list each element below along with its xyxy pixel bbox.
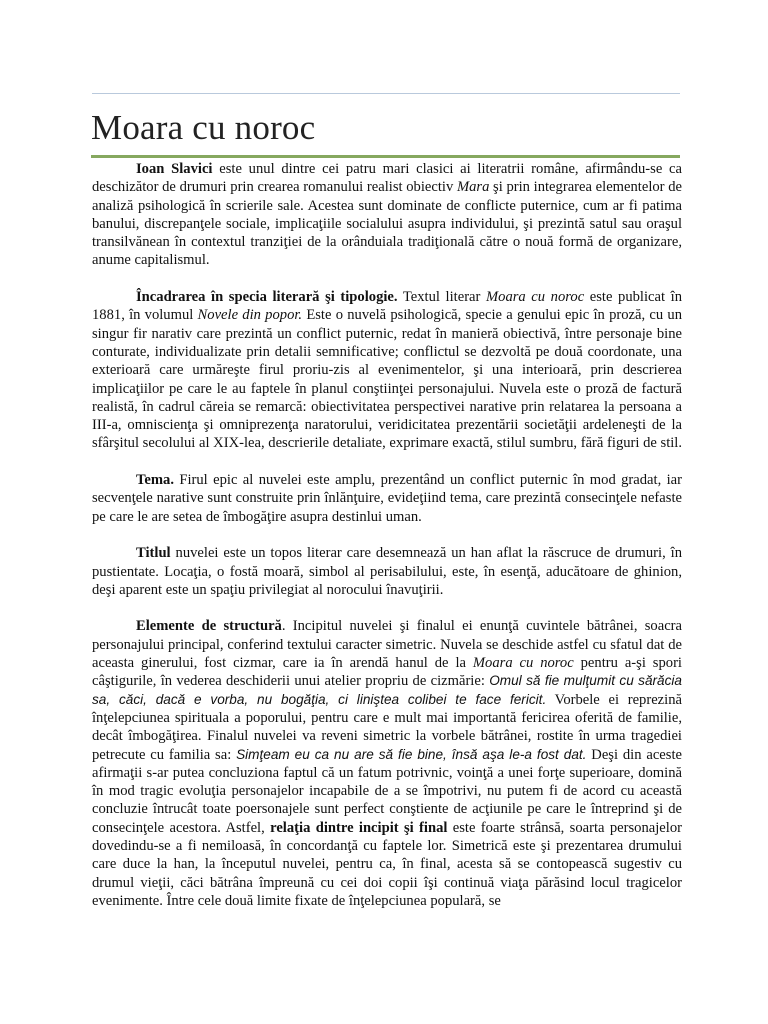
structure-paragraph-run-8: relaţia dintre incipit şi final xyxy=(270,819,448,836)
structure-paragraph-run-1: . Incipitul nuvelei şi finalul ei enunţă cuvintele bătrânei, soacra personajului principal, conferind textului caracter simetric. Nuvela se deschide astfel cu sfatul dat de aceasta ginerului, fost cizmar, care ia în arendă hanul de la xyxy=(92,618,683,672)
structure-paragraph-run-6: Simţeam eu ca nu are să fie bine, însă aşa le-a fost dat. xyxy=(236,746,587,762)
title-underline xyxy=(91,155,680,158)
intro-paragraph xyxy=(92,160,682,270)
structure-paragraph-run-2: Moara cu noroc xyxy=(472,655,574,672)
title-paragraph-run-0: Titlul xyxy=(136,545,171,562)
theme-paragraph xyxy=(92,471,682,526)
title-paragraph xyxy=(92,544,682,599)
document-title: Moara cu noroc xyxy=(91,108,316,147)
species-paragraph xyxy=(92,288,682,453)
species-paragraph-run-2: Moara cu noroc xyxy=(485,289,585,306)
structure-paragraph xyxy=(92,617,682,910)
structure-paragraph-run-3: pentru a-şi spori câştigurile, în vederea deschiderii unui atelier propriu de cizmărie: xyxy=(92,655,682,690)
document-body xyxy=(92,160,682,928)
structure-paragraph-run-9: este foarte strânsă, soarta personajelor dovedindu-se a fi nemiloasă, în concordanţă cu faptele lor. Simetrică este şi prezentarea drumului care duce la han, la începutul nuvelei, pentru ca, în final, acesta să se contopească sugestiv cu drumul vieţii, căci bătrâna împreună cu cei doi copii îşi continuă viaţa părăsind locul tragicelor evenimente. Între cele două limite fixate de înţelepciunea populară, se xyxy=(92,819,682,909)
species-paragraph-run-0: Încadrarea în specia literară şi tipologie. xyxy=(136,289,398,306)
theme-paragraph-run-0: Tema. xyxy=(136,472,174,489)
intro-paragraph-run-1: este unul dintre cei patru mari clasici ai literatrii române, afirmându-se ca deschizător de drumuri prin crearea romanului realist obiectiv xyxy=(92,161,683,196)
species-paragraph-run-5: Este o nuvelă psihologică, specie a genului epic în proză, cu un singur fir narativ care prezintă un conflict puternic, redat în manieră obiectivă, între personaje bine conturate, individualizate prin detalii semnificative; conflictul se dezvoltă pe două coordonate, una exterioară care urmăreşte firul proriu-zis al evenimentelor, şi una interioară, prin descrierea implicaţiilor pe care le au faptele în planul conştiinţei personajului. Nuvela este o proză de factură realistă, în cadrul căreia se remarcă: obiectivitatea perspectivei narative prin relatarea la persoana a III-a, omniscienţa şi omniprezenţa naratorului, veridicitatea prezentării societăţii ardeleneşti de la sfârşitul secolului al XIX-lea, descrierile detaliate, exprimare exactă, stilul sumbru, fără figuri de stil. xyxy=(92,307,683,452)
header-rule xyxy=(92,93,680,94)
structure-paragraph-run-4: Omul să fie mulţumit cu sărăcia sa, căci, dacă e vorba, nu bogăţia, ci liniştea colibei te face fericit. xyxy=(92,673,682,707)
species-paragraph-run-4: Novele din popor. xyxy=(197,307,303,324)
intro-paragraph-run-2: Mara xyxy=(456,179,490,196)
species-paragraph-run-1: Textul literar xyxy=(397,289,486,306)
structure-paragraph-run-7: Deşi din aceste afirmaţii s-ar putea concluziona faptul că un fatum potrivnic, voinţă a unei forţe superioare, domină în mod tragic evoluţia personajelor incapabile de a se împotrivi, nu putem fi de acord cu această concluzie întrucât toate poersonajele sunt perfect conştiente de acţiunile pe care le întreprind şi de consecinţele acestora. Astfel, xyxy=(92,746,682,836)
species-paragraph-run-3: este publicat în 1881, în volumul xyxy=(92,289,682,324)
title-paragraph-run-1: nuvelei este un topos literar care desemnează un han aflat la răscruce de drumuri, în pustientate. Locaţia, o fostă moară, simbol al perisabilului, este, în esenţă, aducătoare de ghinion, deşi aparent este un spaţiu privilegiat al norocului înavuţirii. xyxy=(92,545,682,598)
structure-paragraph-run-5: Vorbele ei reprezină înţelepciunea spirituala a poporului, pentru care e mult mai importantă fericirea oferită de familie, decât îmbogăţirea. Finalul nuvelei va reveni simetric la vorbele bătrânei, rostite în urma tragediei petrecute cu familia sa: xyxy=(92,691,682,763)
theme-paragraph-run-1: Firul epic al nuvelei este amplu, prezentând un conflict puternic în mod gradat, iar secvenţele narative sunt construite prin înlănţuire, evideţiind tema, care prezintă consecinţele nefaste pe care le are setea de îmbogăţire asupra destinlui uman. xyxy=(92,472,682,525)
intro-paragraph-run-0: Ioan Slavici xyxy=(136,161,213,177)
intro-paragraph-run-3: şi prin integrarea elementelor de analiză psihologică în scrierile sale. Acestea sunt dominate de conflicte puternice, cum ar fi patima banului, discrepanţele sociale, implicaţiile socialului asupra individului, şi prezintă satul sau oraşul transilvănean în contextul tranziţiei de la orânduiala tradiţională către o nouă formă de organizare, anume capitalismul. xyxy=(92,179,682,269)
structure-paragraph-run-0: Elemente de structură xyxy=(136,618,282,635)
